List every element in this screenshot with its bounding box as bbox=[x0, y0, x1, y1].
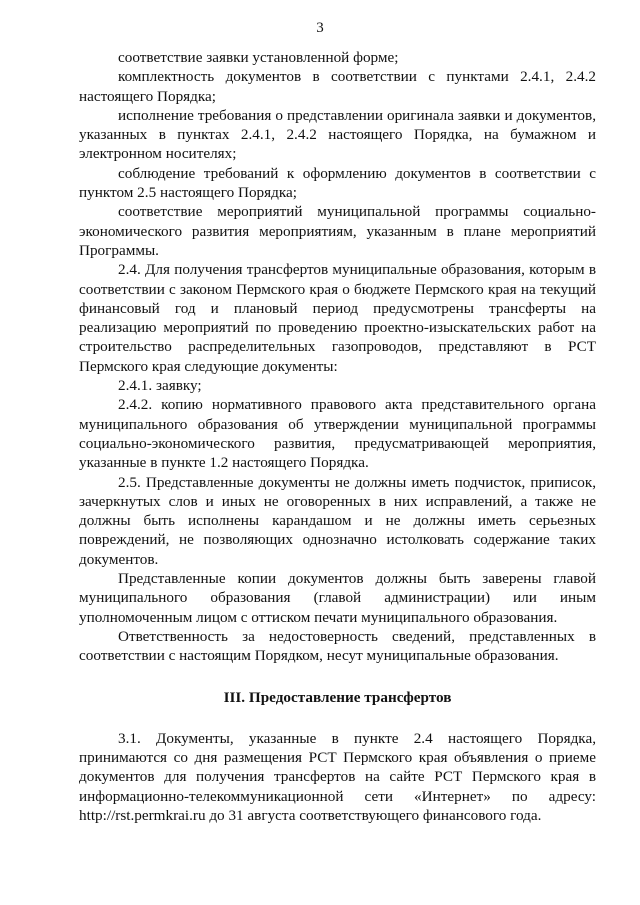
paragraph: соблюдение требований к оформлению документов в соответствии с пунктом 2.5 настоящего Порядка; bbox=[79, 164, 596, 202]
page-number: 3 bbox=[316, 20, 324, 36]
paragraph: комплектность документов в соответствии с пунктами 2.4.1, 2.4.2 настоящего Порядка; bbox=[79, 68, 596, 105]
section-heading: III. Предоставление трансфертов bbox=[223, 688, 452, 706]
paragraph-3-1: 3.1. Документы, указанные в пункте 2.4 настоящего Порядка, принимаются со дня размещения РСТ Пермского края объявления о приеме документов для получения трансфертов на сайте РСТ Пермского края в информационно-телекоммуникационной сети «Интернет» по адресу: http://rst.permkrai.ru до 31 августа соответствующего финансового года. bbox=[79, 729, 596, 824]
paragraph: соответствие мероприятий муниципальной программы социально-экономического развития мероприятиям, указанным в плане мероприятий Программы. bbox=[79, 203, 596, 259]
paragraph: соответствие заявки установленной форме; bbox=[118, 49, 399, 66]
paragraph: исполнение требования о представлении оригинала заявки и документов, указанных в пунктах 2.4.1, 2.4.2 настоящего Порядка, на бумажном и электронном носителях; bbox=[79, 106, 596, 163]
paragraph-2-4-2: 2.4.2. копию нормативного правового акта представительного органа муниципального образования об утверждении муниципальной программы социально-экономического развития, предусматривающей мероприятия, указанные в пункте 1.2 настоящего Порядка. bbox=[79, 396, 596, 472]
paragraph: Представленные копии документов должны быть заверены главой муниципального образования (главой администрации) или иным уполномоченным лицом с оттиском печати муниципального образования. bbox=[79, 570, 596, 626]
paragraph-2-4: 2.4. Для получения трансфертов муниципальные образования, которым в соответствии с законом Пермского края о бюджете Пермского края на текущий финансовый год и плановый период предусмотрены трансферты на реализацию мероприятий по проведению проектно-изыскательских работ на строительство распределительных газопроводов, представляют в РСТ Пермского края следующие документы: bbox=[79, 261, 596, 375]
paragraph-2-4-1: 2.4.1. заявку; bbox=[118, 377, 202, 395]
document-body bbox=[79, 48, 596, 825]
paragraph-2-5: 2.5. Представленные документы не должны иметь подчисток, приписок, зачеркнутых слов и иных не оговоренных в них исправлений, а также не должны быть исполнены карандашом и не должны иметь серьезных повреждений, не позволяющих однозначно истолковать содержание таких документов. bbox=[79, 473, 596, 568]
paragraph: Ответственность за недостоверность сведений, представленных в соответствии с настоящим Порядком, несут муниципальные образования. bbox=[79, 627, 596, 665]
